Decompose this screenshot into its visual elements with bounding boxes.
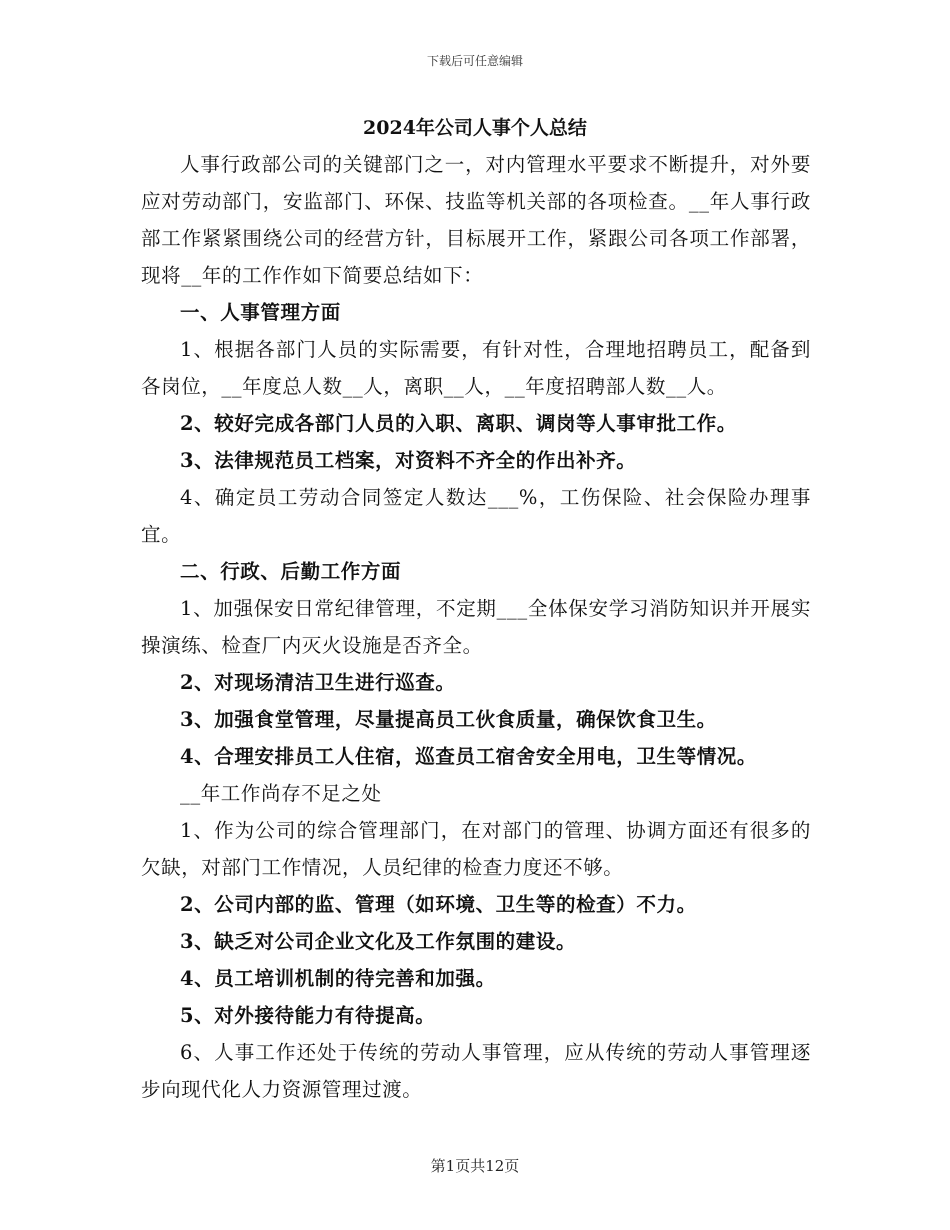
admin-item-4: 4、合理安排员工人住宿，巡查员工宿舍安全用电，卫生等情况。: [180, 745, 757, 768]
shortcoming-item-2: 2、公司内部的监、管理（如环境、卫生等的检查）不力。: [180, 893, 697, 916]
personnel-item-4: 4、确定员工劳动合同签定人数达___%，工伤保险、社会保险办理事宜。: [141, 486, 811, 546]
section-heading-admin: 二、行政、后勤工作方面: [180, 560, 402, 583]
admin-item-1: 1、加强保安日常纪律管理，不定期___全体保安学习消防知识并开展实操演练、检查厂内灭火设施是否齐全。: [141, 597, 811, 657]
admin-item-2: 2、对现场清洁卫生进行巡查。: [180, 671, 456, 694]
intro-paragraph: 人事行政部公司的关键部门之一，对内管理水平要求不断提升，对外要应对劳动部门，安监部门、环保、技监等机关部的各项检查。__年人事行政部工作紧紧围绕公司的经营方针，目标展开工作，紧跟公司各项工作部署，现将__年的工作作如下简要总结如下：: [141, 153, 811, 287]
shortcoming-item-1: 1、作为公司的综合管理部门，在对部门的管理、协调方面还有很多的欠缺，对部门工作情况，人员纪律的检查力度还不够。: [141, 819, 811, 879]
section-heading-personnel: 一、人事管理方面: [180, 301, 341, 324]
page-number-footer: 第1页共12页: [430, 1157, 520, 1175]
admin-item-3: 3、加强食堂管理，尽量提高员工伙食质量，确保饮食卫生。: [180, 708, 717, 731]
shortcoming-item-5: 5、对外接待能力有待提高。: [180, 1004, 436, 1027]
shortcoming-item-4: 4、员工培训机制的待完善和加强。: [180, 967, 496, 990]
document-body: [141, 146, 811, 1108]
personnel-item-1: 1、根据各部门人员的实际需要，有针对性，合理地招聘员工，配备到各岗位，__年度总人数__人，离职__人，__年度招聘部人数__人。: [141, 338, 811, 398]
document-title: 2024年公司人事个人总结: [363, 117, 587, 139]
personnel-item-3: 3、法律规范员工档案，对资料不齐全的作出补齐。: [180, 449, 637, 472]
section-heading-shortcomings: __年工作尚存不足之处: [180, 782, 382, 805]
page-header-note: 下载后可任意编辑: [426, 54, 523, 68]
shortcoming-item-6: 6、人事工作还处于传统的劳动人事管理，应从传统的劳动人事管理逐步向现代化人力资源管理过渡。: [141, 1041, 811, 1101]
shortcoming-item-3: 3、缺乏对公司企业文化及工作氛围的建设。: [180, 930, 577, 953]
personnel-item-2: 2、较好完成各部门人员的入职、离职、调岗等人事审批工作。: [180, 412, 737, 435]
